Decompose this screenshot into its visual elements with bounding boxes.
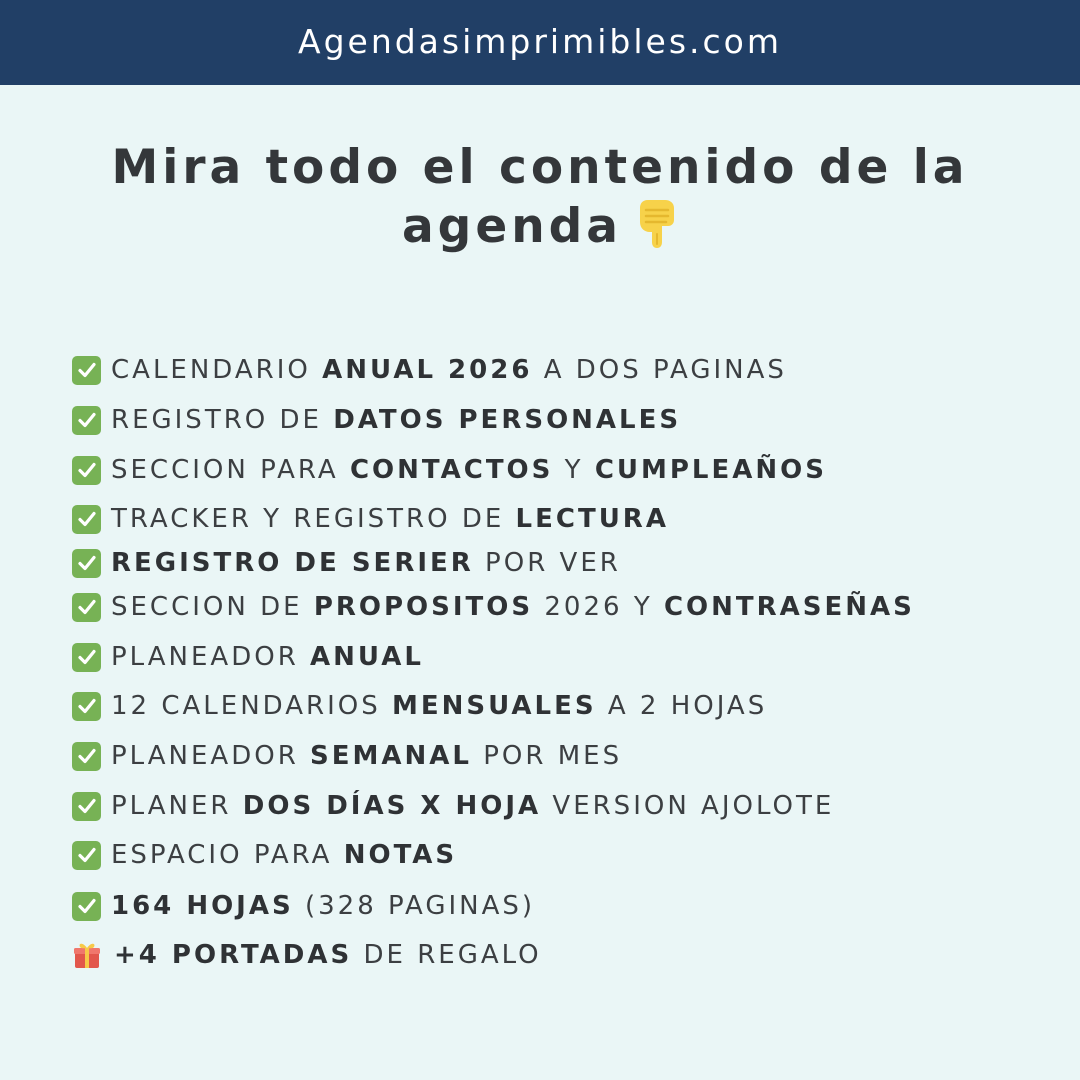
regular-text: SECCION DE [111, 592, 314, 622]
bold-text: +4 PORTADAS [114, 940, 353, 970]
list-item [72, 543, 621, 583]
regular-text: 2026 Y [533, 592, 664, 622]
check-mark-icon [72, 892, 101, 921]
regular-text: POR MES [471, 741, 623, 771]
site-header [0, 0, 1080, 85]
check-mark-icon [72, 406, 101, 435]
list-item-text [111, 405, 681, 435]
check-mark-icon [72, 841, 101, 870]
page-title [0, 140, 1080, 261]
page-title-line-2 [0, 196, 1080, 261]
bold-text: CUMPLEAÑOS [594, 455, 827, 485]
bold-text: CONTACTOS [349, 455, 554, 485]
check-mark-icon [72, 505, 101, 534]
list-item [72, 450, 827, 490]
check-mark-icon [72, 456, 101, 485]
regular-text: SECCION PARA [111, 455, 350, 485]
list-item-text [111, 592, 915, 622]
list-item-text [111, 891, 535, 921]
bold-text: NOTAS [343, 840, 458, 870]
regular-text: POR VER [473, 548, 621, 578]
bold-text: LECTURA [515, 504, 669, 534]
regular-text: PLANER [111, 791, 243, 821]
list-item-text [111, 355, 787, 385]
bold-text: DATOS PERSONALES [333, 405, 682, 435]
bold-text: DOS DÍAS X HOJA [242, 791, 542, 821]
list-item [72, 350, 787, 390]
regular-text: A DOS PAGINAS [532, 355, 787, 385]
regular-text: VERSION AJOLOTE [541, 791, 835, 821]
list-item [72, 835, 457, 875]
bold-text: SEMANAL [310, 741, 472, 771]
list-item-text [111, 791, 834, 821]
list-item-text [111, 455, 827, 485]
list-item [72, 886, 535, 926]
check-mark-icon [72, 593, 101, 622]
check-mark-icon [72, 792, 101, 821]
list-item [72, 736, 622, 776]
list-item-text [111, 840, 457, 870]
bold-text: ANUAL [310, 642, 424, 672]
list-item-text [111, 741, 622, 771]
pointing-down-hand-icon [634, 196, 678, 261]
regular-text: TRACKER Y REGISTRO DE [111, 504, 516, 534]
page-title-line-1: Mira todo el contenido de la [111, 140, 969, 195]
regular-text: PLANEADOR [111, 741, 311, 771]
bold-text: MENSUALES [391, 691, 597, 721]
list-item-text [114, 940, 542, 970]
page-title-word: agenda [401, 199, 623, 254]
regular-text: CALENDARIO [111, 355, 323, 385]
bold-text: PROPOSITOS [313, 592, 534, 622]
regular-text: 12 CALENDARIOS [111, 691, 392, 721]
list-item [72, 686, 767, 726]
regular-text: REGISTRO DE [111, 405, 334, 435]
bold-text: REGISTRO DE SERIER [111, 548, 474, 578]
regular-text: Y [553, 455, 595, 485]
regular-text: A 2 HOJAS [596, 691, 768, 721]
gift-icon [72, 940, 102, 970]
bold-text: 164 HOJAS [111, 891, 294, 921]
bold-text: CONTRASEÑAS [663, 592, 915, 622]
regular-text: DE REGALO [352, 940, 542, 970]
check-mark-icon [72, 549, 101, 578]
check-mark-icon [72, 742, 101, 771]
regular-text: ESPACIO PARA [111, 840, 344, 870]
check-mark-icon [72, 692, 101, 721]
list-item [72, 400, 681, 440]
list-item-text [111, 504, 669, 534]
list-item [72, 637, 424, 677]
bold-text: ANUAL 2026 [322, 355, 533, 385]
list-item [72, 935, 542, 975]
list-item-text [111, 642, 424, 672]
list-item [72, 587, 915, 627]
list-item-text [111, 691, 767, 721]
check-mark-icon [72, 643, 101, 672]
list-item [72, 499, 669, 539]
check-mark-icon [72, 356, 101, 385]
list-item-text [111, 548, 621, 578]
regular-text: PLANEADOR [111, 642, 311, 672]
list-item [72, 786, 834, 826]
site-title: Agendasimprimibles.com [298, 22, 782, 61]
regular-text: (328 PAGINAS) [293, 891, 536, 921]
